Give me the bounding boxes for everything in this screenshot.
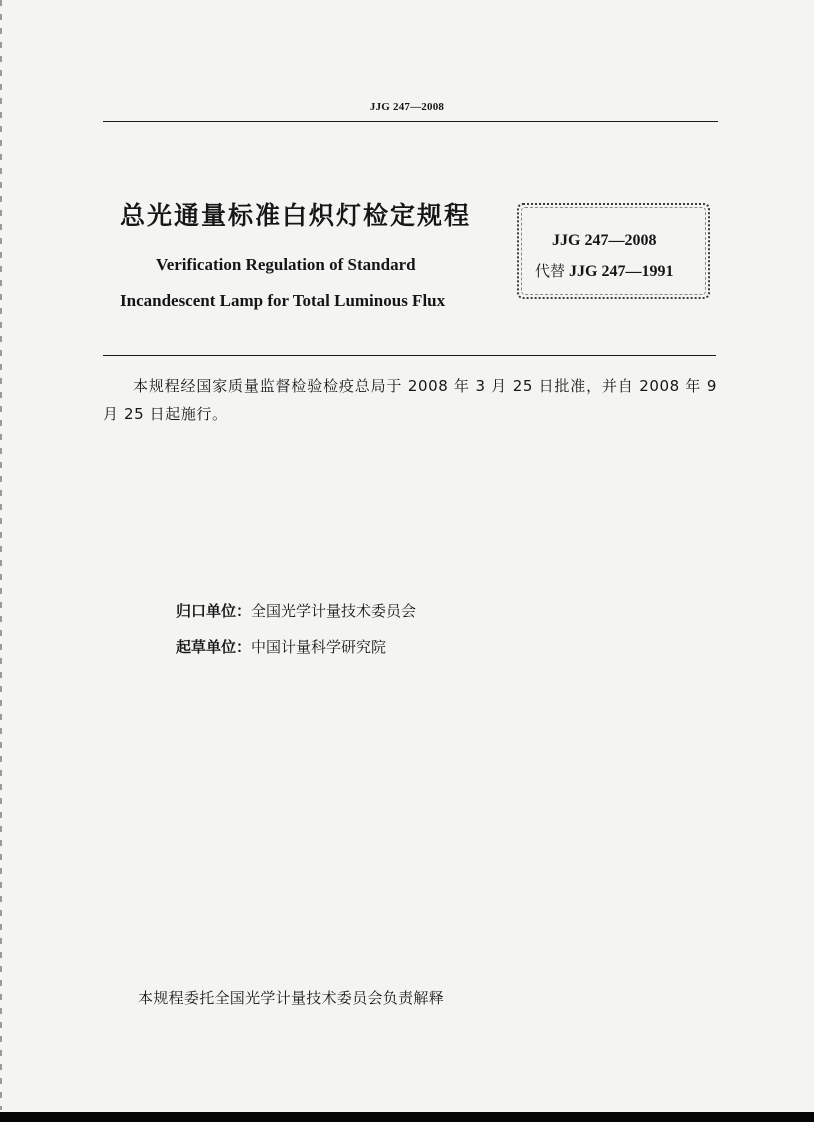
standard-code-box xyxy=(517,203,710,299)
drafting-unit-label: 起草单位： xyxy=(176,638,252,656)
title-english-line-1: Verification Regulation of Standard xyxy=(156,255,416,274)
section-rule xyxy=(103,355,716,356)
replaced-standard xyxy=(535,260,673,281)
title-english-line-2: Incandescent Lamp for Total Luminous Flux xyxy=(120,291,446,310)
title-chinese: 总光通量标准白炽灯检定规程 xyxy=(120,201,472,230)
standard-code: JJG 247—2008 xyxy=(552,232,657,249)
interpretation-note: 本规程委托全国光学计量技术委员会负责解释 xyxy=(138,989,445,1007)
responsible-unit-label: 归口单位： xyxy=(176,602,252,620)
responsible-unit-value: 全国光学计量技术委员会 xyxy=(251,602,417,620)
drafting-unit xyxy=(176,636,386,657)
replaced-standard-code: JJG 247—1991 xyxy=(569,263,674,280)
replaces-prefix: 代替 xyxy=(535,262,566,280)
scan-bottom-band xyxy=(0,1112,814,1122)
running-header-code: JJG 247—2008 xyxy=(369,101,445,113)
responsible-unit xyxy=(176,600,416,621)
drafting-unit-value: 中国计量科学研究院 xyxy=(251,638,387,656)
approval-statement: 本规程经国家质量监督检验检疫总局于 2008 年 3 月 25 日批准，并自 2008 年 9 月 25 日起施行。 xyxy=(103,377,717,423)
scan-edge-marks xyxy=(0,0,2,1110)
header-rule xyxy=(103,121,718,122)
